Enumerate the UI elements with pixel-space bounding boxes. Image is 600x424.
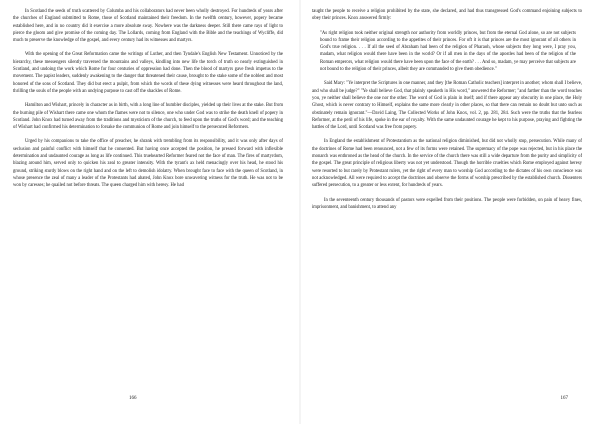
paragraph: With the opening of the Great Reformation came the writings of Luther, and then Tyndale's English New Testament. Unnoticed by the hierarchy, these messengers silently traversed the mountains and valleys, kindling into new life the torch of truth so nearly extinguished in Scotland, and undoing the work which Rome for four centuries of oppression had done. Then the blood of martyrs gave fresh impetus to the movement. The papist leaders, suddenly awakening to the danger that threatened their cause, brought to the stake some of the noblest and most honored of the sons of Scotland. They did but erect a pulpit, from which the words of these dying witnesses were heard throughout the land, thrilling the souls of the people with an undying purpose to cast off the shackles of Rome. bbox=[13, 52, 283, 94]
paragraph: Said Mary: "Ye interpret the Scriptures in one manner, and they [the Roman Catholic teachers] interpret in another; whom shall I believe, and who shall be judge?" "Ye shall believe God, that plainly speaketh in His word," answered the Reformer; "and farther than the word teaches you, ye neither shall believe the one nor the other. The word of God is plain in itself; and if there appear any obscurity in one place, the Holy Ghost, which is never contrary to Himself, explains the same more clearly in other places, so that there can remain no doubt but unto such as obstinately remain ignorant."—David Laing, The Collected Works of John Knox, vol. 2, pp. 281, 284. Such were the truths that the fearless Reformer, at the peril of his life, spoke in the ear of royalty. With the same undaunted courage he kept to his purpose, praying and fighting the battles of the Lord, until Scotland was free from popery. bbox=[312, 81, 582, 131]
paragraph: taught the people to receive a religion prohibited by the state, she declared, and had thus transgressed God's command enjoining subjects to obey their princes. Knox answered firmly: bbox=[312, 9, 582, 22]
left-page bbox=[13, 8, 283, 412]
left-page-text bbox=[13, 8, 283, 388]
right-page bbox=[312, 8, 582, 412]
paragraph: In Scotland the seeds of truth scattered by Columba and his collaborators had never been wholly destroyed. For hundreds of years after the churches of England submitted to Rome, those of Scotland maintained their freedom. In the twelfth century, however, popery became established here, and in no country did it exercise a more absolute sway. Nowhere was the darkness deeper. Still there came rays of light to pierce the gloom and give promise of the coming day. The Lollards, coming from England with the Bible and the teachings of Wycliffe, did much to preserve the knowledge of the gospel, and every century had its witnesses and martyrs. bbox=[13, 9, 283, 44]
page-gutter bbox=[299, 0, 301, 424]
page-number: 166 bbox=[129, 396, 137, 401]
paragraph: In the seventeenth century thousands of pastors were expelled from their positions. The people were forbidden, on pain of heavy fines, imprisonment, and banishment, to attend any bbox=[312, 197, 582, 210]
paragraph: Hamilton and Wishart, princely in character as in birth, with a long line of humbler disciples, yielded up their lives at the stake. But from the burning pile of Wishart there came one whom the flames were not to silence, one who under God was to strike the death knell of popery in Scotland. John Knox had turned away from the traditions and mysticism of the church, to feed upon the truths of God's word; and the teaching of Wishart had confirmed his determination to forsake the communion of Rome and join himself to the persecuted Reformers. bbox=[13, 103, 283, 131]
block-quote: "As right religion took neither original strength nor authority from worldly princes, but from the eternal God alone, so are not subjects bound to frame their religion according to the appetites of their princes. For oft it is that princes are the most ignorant of all others in God's true religion. . . . If all the seed of Abraham had been of the religion of Pharaoh, whose subjects they long were, I pray you, madam, what religion would there have been in the world? Or if all men in the days of the apostles had been of the religion of the Roman emperors, what religion would there have been upon the face of the earth? . . . And so, madam, ye may perceive that subjects are not bound to the religion of their princes, albeit they are commanded to give them obedience." bbox=[320, 30, 576, 73]
paragraph: Urged by his companions to take the office of preacher, he shrank with trembling from its responsibility, and it was only after days of seclusion and painful conflict with himself that he consented. But having once accepted the position, he pressed forward with inflexible determination and undaunted courage as long as life continued. This truehearted Reformer feared not the face of man. The fires of martyrdom, blazing around him, served only to quicken his zeal to greater intensity. With the tyrant's ax held menacingly over his head, he stood his ground, striking sturdy blows on the right hand and on the left to demolish idolatry. When brought face to face with the queen of Scotland, in whose presence the zeal of many a leader of the Protestants had abated, John Knox bore unwavering witness for the truth. He was not to be won by caresses; he quailed not before threats. The queen charged him with heresy. He had bbox=[13, 139, 283, 189]
page-number: 167 bbox=[560, 396, 568, 401]
paragraph: In England the establishment of Protestantism as the national religion diminished, but did not wholly stop, persecution. While many of the doctrines of Rome had been renounced, not a few of its forms were retained. The supremacy of the pope was rejected, but in his place the monarch was enthroned as the head of the church. In the service of the church there was still a wide departure from the purity and simplicity of the gospel. The great principle of religious liberty was not yet understood. Though the horrible cruelties which Rome employed against heresy were resorted to but rarely by Protestant rulers, yet the right of every man to worship God according to the dictates of his own conscience was not acknowledged. All were required to accept the doctrines and observe the forms of worship prescribed by the established church. Dissenters suffered persecution, to a greater or less extent, for hundreds of years. bbox=[312, 139, 582, 189]
right-page-text bbox=[312, 8, 582, 388]
